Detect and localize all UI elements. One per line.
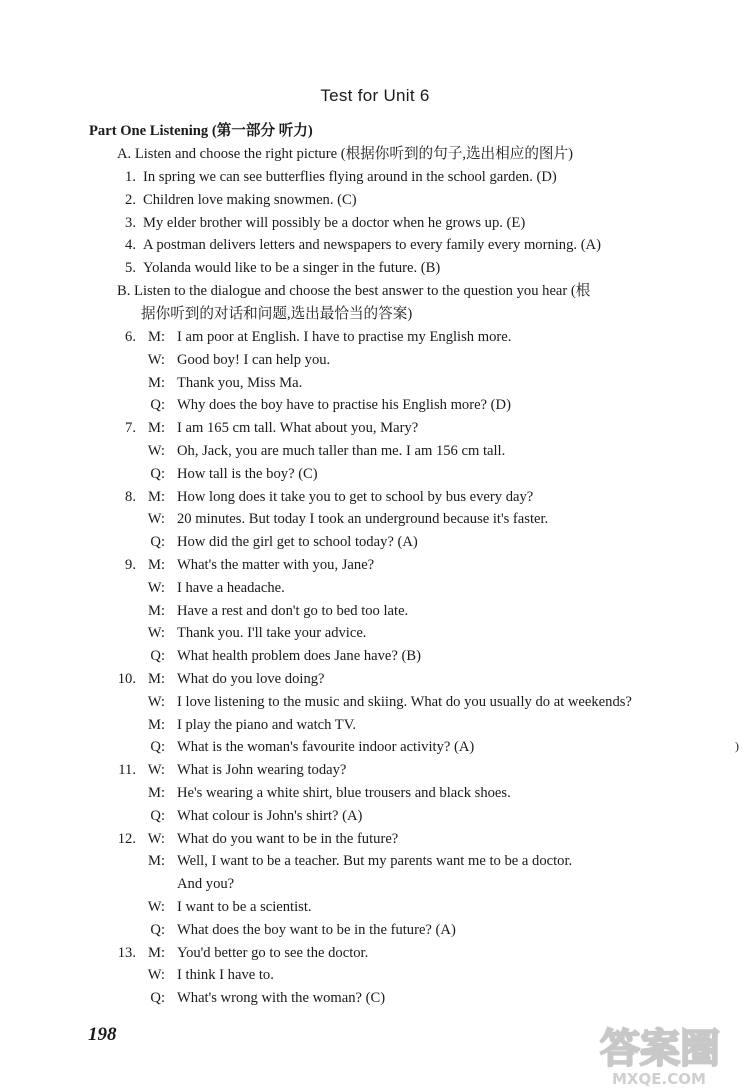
utterance-text: Thank you, Miss Ma. bbox=[177, 374, 303, 391]
question-text: My elder brother will possibly be a doctor when he grows up. (E) bbox=[143, 214, 526, 231]
speaker-label: M: bbox=[147, 329, 165, 345]
utterance-text: What do you love doing? bbox=[177, 671, 325, 687]
speaker-label: M: bbox=[147, 671, 165, 687]
section-b-heading-line1: B. Listen to the dialogue and choose the best answer to the question you hear (根 bbox=[117, 283, 591, 299]
dialogue-number: 7. bbox=[125, 420, 136, 437]
dialogue-number: 13. bbox=[117, 944, 136, 961]
speaker-label: W: bbox=[147, 579, 165, 596]
utterance-text: Have a rest and don't go to bed too late. bbox=[177, 602, 409, 619]
utterance-text: I think I have to. bbox=[177, 967, 274, 984]
utterance-text: 20 minutes. But today I took an underground because it's faster. bbox=[177, 511, 549, 528]
speaker-label: W: bbox=[147, 762, 165, 779]
stray-mark: ) bbox=[735, 739, 739, 753]
speaker-label: Q: bbox=[150, 534, 165, 551]
utterance-text: What do you want to be in the future? bbox=[177, 830, 399, 847]
utterance-text: Oh, Jack, you are much taller than me. I am 156 cm tall. bbox=[177, 443, 506, 459]
speaker-label: M: bbox=[147, 944, 165, 961]
page-number: 198 bbox=[88, 1024, 117, 1045]
utterance-text: Well, I want to be a teacher. But my parents want me to be a doctor. bbox=[177, 853, 573, 870]
utterance-text: How tall is the boy? (C) bbox=[177, 465, 318, 482]
watermark-brand bbox=[600, 1026, 720, 1072]
question-number: 2. bbox=[125, 191, 136, 208]
utterance-text: I am poor at English. I have to practise my English more. bbox=[177, 329, 512, 345]
speaker-label: Q: bbox=[150, 990, 165, 1007]
page-title: Test for Unit 6 bbox=[320, 86, 430, 105]
dialogue-number: 9. bbox=[125, 557, 136, 573]
utterance-text: And you? bbox=[177, 876, 235, 893]
speaker-label: W: bbox=[147, 443, 165, 459]
speaker-label: M: bbox=[147, 716, 165, 733]
utterance-text: Why does the boy have to practise his English more? (D) bbox=[177, 397, 511, 414]
section-b-heading-line2: 据你听到的对话和问题,选出最恰当的答案) bbox=[141, 306, 413, 322]
utterance-text: I play the piano and watch TV. bbox=[177, 716, 357, 733]
utterance-text: I am 165 cm tall. What about you, Mary? bbox=[177, 420, 419, 437]
question-text: Children love making snowmen. (C) bbox=[143, 191, 357, 208]
speaker-label: W: bbox=[147, 625, 165, 642]
utterance-text: What colour is John's shirt? (A) bbox=[177, 807, 363, 824]
question-number: 4. bbox=[125, 237, 136, 254]
watermark-logo bbox=[596, 1012, 746, 1090]
speaker-label: M: bbox=[147, 602, 165, 619]
speaker-label: M: bbox=[147, 374, 165, 391]
dialogue-number: 11. bbox=[118, 762, 136, 779]
speaker-label: M: bbox=[147, 785, 165, 801]
part-heading: Part One Listening (第一部分 听力) bbox=[89, 123, 313, 139]
utterance-text: What health problem does Jane have? (B) bbox=[177, 648, 421, 665]
speaker-label: Q: bbox=[150, 397, 165, 414]
utterance-text: He's wearing a white shirt, blue trousers and black shoes. bbox=[177, 785, 511, 801]
utterance-text: How long does it take you to get to school by bus every day? bbox=[177, 488, 534, 505]
utterance-text: I love listening to the music and skiing. What do you usually do at weekends? bbox=[177, 693, 632, 710]
speaker-label: W: bbox=[147, 899, 165, 915]
dialogue-number: 12. bbox=[117, 830, 136, 847]
svg-text:答案圈: 答案圈 bbox=[600, 1026, 720, 1072]
speaker-label: M: bbox=[147, 853, 165, 870]
speaker-label: Q: bbox=[150, 465, 165, 482]
section-a-heading: A. Listen and choose the right picture (根据你听到的句子,选出相应的图片) bbox=[117, 146, 573, 162]
question-text: In spring we can see butterflies flying around in the school garden. (D) bbox=[143, 169, 557, 185]
question-text: Yolanda would like to be a singer in the future. (B) bbox=[143, 260, 441, 277]
question-number: 3. bbox=[125, 214, 136, 231]
speaker-label: M: bbox=[147, 488, 165, 505]
utterance-text: How did the girl get to school today? (A) bbox=[177, 534, 418, 551]
utterance-text: What does the boy want to be in the future? (A) bbox=[177, 921, 456, 938]
speaker-label: Q: bbox=[150, 739, 165, 756]
utterance-text: I have a headache. bbox=[177, 579, 285, 596]
question-text: A postman delivers letters and newspapers to every family every morning. (A) bbox=[143, 237, 601, 254]
speaker-label: Q: bbox=[150, 648, 165, 665]
speaker-label: W: bbox=[147, 967, 165, 984]
utterance-text: I want to be a scientist. bbox=[177, 899, 312, 915]
speaker-label: W: bbox=[147, 830, 165, 847]
utterance-text: Thank you. I'll take your advice. bbox=[177, 625, 367, 642]
speaker-label: Q: bbox=[150, 921, 165, 938]
utterance-text: What's the matter with you, Jane? bbox=[177, 557, 375, 573]
speaker-label: M: bbox=[147, 557, 165, 573]
speaker-label: M: bbox=[147, 420, 165, 437]
utterance-text: Good boy! I can help you. bbox=[177, 351, 331, 368]
dialogue-number: 6. bbox=[125, 329, 136, 345]
speaker-label: W: bbox=[147, 351, 165, 368]
speaker-label: Q: bbox=[150, 807, 165, 824]
question-number: 1. bbox=[125, 169, 136, 185]
dialogue-number: 8. bbox=[125, 488, 136, 505]
watermark-url: MXQE.COM bbox=[612, 1070, 706, 1088]
utterance-text: What's wrong with the woman? (C) bbox=[177, 990, 386, 1007]
utterance-text: You'd better go to see the doctor. bbox=[177, 944, 369, 961]
dialogue-number: 10. bbox=[117, 671, 136, 687]
utterance-text: What is John wearing today? bbox=[177, 762, 347, 779]
speaker-label: W: bbox=[147, 511, 165, 528]
speaker-label: W: bbox=[147, 693, 165, 710]
question-number: 5. bbox=[125, 260, 136, 277]
utterance-text: What is the woman's favourite indoor activity? (A) bbox=[177, 739, 475, 756]
